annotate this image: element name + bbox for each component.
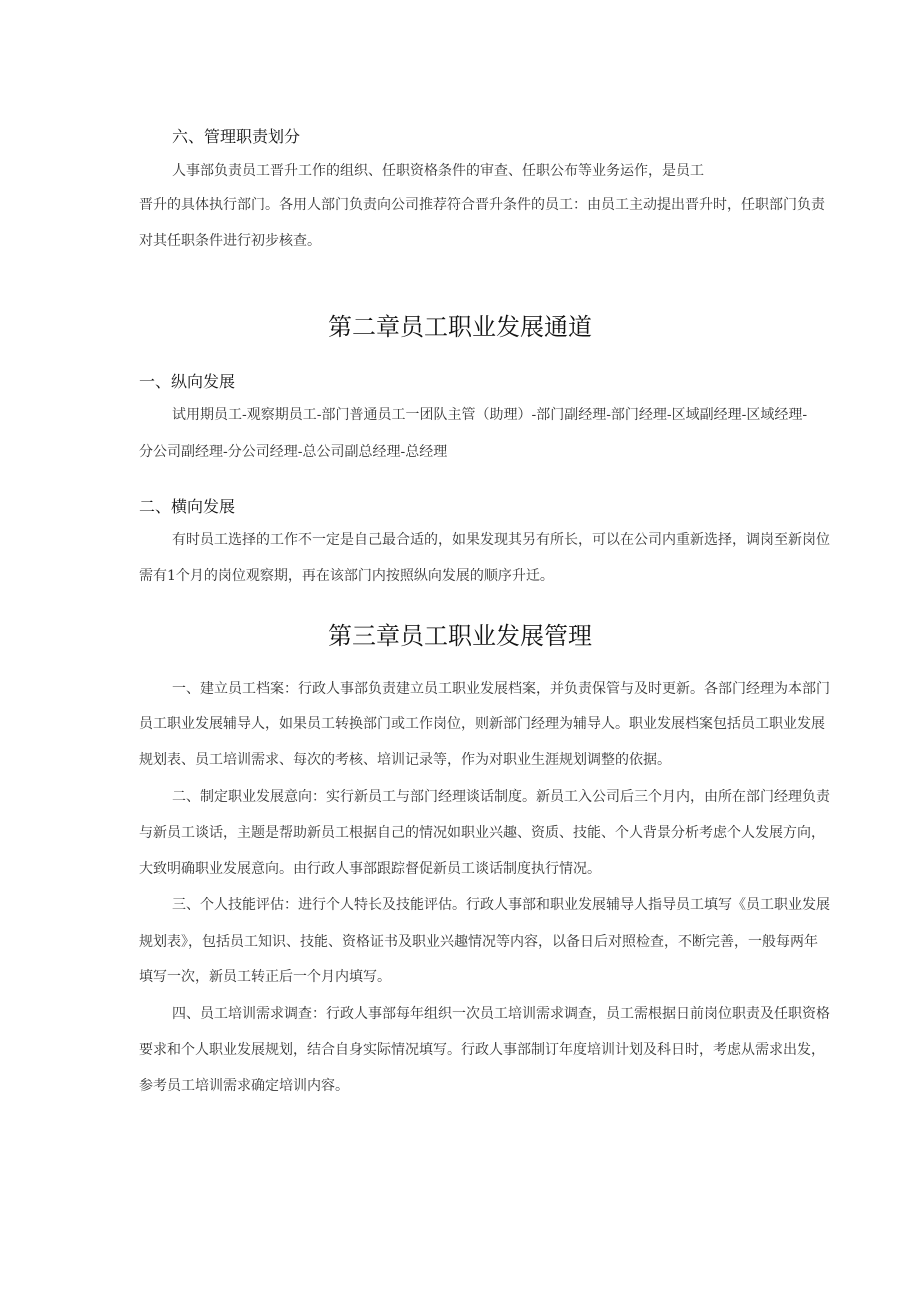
paragraph-line: 试用期员工-观察期员工-部门普通员工一团队主管（助理）-部门副经理-部门经理-区域副经理-区域经理- [172, 407, 808, 423]
paragraph-line: 参考员工培训需求确定培训内容。 [139, 1078, 349, 1094]
paragraph-line: 晋升的具体执行部门。各用人部门负责向公司推荐符合晋升条件的员工：由员工主动提出晋升时，任职部门负责 [139, 197, 825, 213]
paragraph-line: 需有1个月的岗位观察期，再在该部门内按照纵向发展的顺序升迁。 [139, 568, 554, 584]
paragraph-line: 四、员工培训需求调查：行政人事部每年组织一次员工培训需求调查，员工需根据日前岗位职责及任职资格 [172, 1006, 830, 1022]
paragraph-line: 规划表》，包括员工知识、技能、资格证书及职业兴趣情况等内容，以备日后对照检查，不断完善，一般每两年 [139, 934, 818, 950]
paragraph-line: 填写一次，新员工转正后一个月内填写。 [139, 969, 391, 985]
paragraph-line: 有时员工选择的工作不一定是自己最合适的，如果发现其另有所长，可以在公司内重新选择，调岗至新岗位 [172, 532, 830, 548]
paragraph-line: 分公司副经理-分公司经理-总公司副总经理-总经理 [139, 444, 448, 460]
paragraph-line: 大致明确职业发展意向。由行政人事部跟踪督促新员工谈话制度执行情况。 [139, 861, 601, 877]
section-heading-horizontal: 二、横向发展 [139, 497, 236, 516]
section-heading-vertical: 一、纵向发展 [139, 372, 236, 391]
paragraph-line: 三、个人技能评估：进行个人特长及技能评估。行政人事部和职业发展辅导人指导员工填写《员工职业发展 [172, 897, 830, 913]
paragraph-line: 要求和个人职业发展规划，结合自身实际情况填写。行政人事部制订年度培训计划及科日时，考虑从需求出发， [139, 1042, 825, 1058]
paragraph-line: 与新员工谈话，主题是帮助新员工根据自己的情况如职业兴趣、资质、技能、个人背景分析考虑个人发展方向， [139, 825, 825, 841]
chapter-title: 第二章员工职业发展通道 [328, 313, 592, 341]
paragraph-line: 一、建立员工档案：行政人事部负责建立员工职业发展档案，并负责保管与及时更新。各部门经理为本部门 [172, 681, 830, 697]
paragraph-line: 对其任职条件进行初步核查。 [139, 233, 321, 249]
paragraph-line: 二、制定职业发展意向：实行新员工与部门经理谈话制度。新员工入公司后三个月内，由所在部门经理负责 [172, 789, 830, 805]
section-heading-management-duties: 六、管理职责划分 [172, 127, 301, 146]
paragraph-line: 人事部负责员工晋升工作的组织、任职资格条件的审查、任职公布等业务运作，是员工 [172, 163, 704, 179]
paragraph-line: 规划表、员工培训需求、每次的考核、培训记录等，作为对职业生涯规划调整的依据。 [139, 752, 671, 768]
chapter-title: 第三章员工职业发展管理 [328, 622, 592, 650]
paragraph-line: 员工职业发展辅导人，如果员工转换部门或工作岗位，则新部门经理为辅导人。职业发展档案包括员工职业发展 [139, 716, 825, 732]
